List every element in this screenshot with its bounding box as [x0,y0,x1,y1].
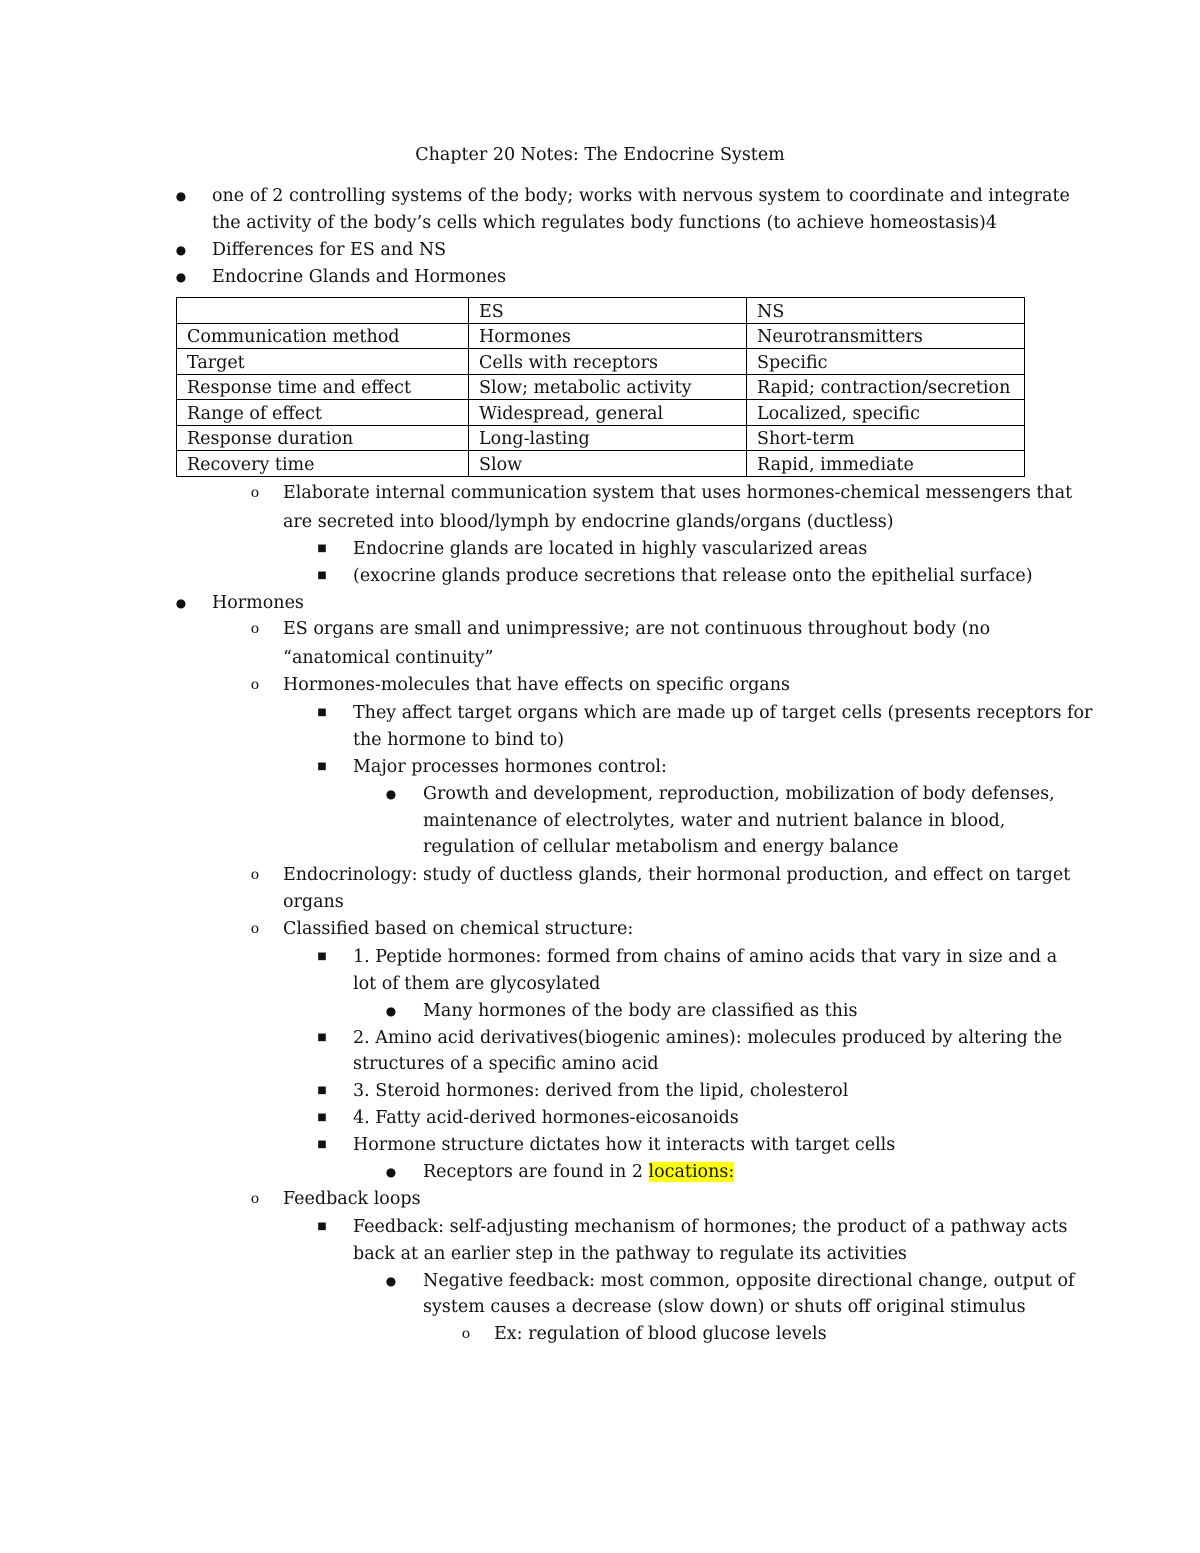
highlighted-text: locations: [648,1162,735,1182]
table-cell: Long-lasting [469,425,747,451]
square-bullet-marker: ■ [317,1112,327,1123]
intro-item-3: Endocrine Glands and Hormones [212,267,507,287]
table-header-cell: NS [747,298,1025,324]
class-1-line-2: lot of them are glycosylated [353,974,601,994]
hormones-o1-line-2: “anatomical continuity” [283,648,494,668]
class-1-line-1: 1. Peptide hormones: formed from chains of amino acids that vary in size and a [353,947,1058,967]
receptors-line [423,1160,734,1184]
square-bullet-marker: ■ [317,761,327,772]
bullet-marker: ● [175,596,187,610]
es-ns-comparison-table [176,297,1025,477]
bullet-marker: ● [385,1165,397,1179]
class-2-line-1: 2. Amino acid derivatives(biogenic amines): molecules produced by altering the [353,1028,1063,1048]
table-row [177,349,1025,375]
hormones-o2: Hormones-molecules that have effects on specific organs [283,675,790,695]
hormones-o3-line-2: organs [283,892,344,912]
table-cell: Slow [469,451,747,477]
feedback-loops-heading: Feedback loops [283,1189,421,1209]
receptors-text: Receptors are found in 2 [423,1162,649,1182]
table-cell: Localized, specific [747,400,1025,426]
class-4: 4. Fatty acid-derived hormones-eicosanoids [353,1108,739,1128]
table-row [177,451,1025,477]
bullet-marker: ● [385,1274,397,1288]
table-cell: Hormones [469,323,747,349]
table-cell: Neurotransmitters [747,323,1025,349]
glands-o1-line-1: Elaborate internal communication system that uses hormones-chemical messengers that [283,483,1073,503]
table-cell: Range of effect [177,400,469,426]
hormones-o2-b1-line-3: regulation of cellular metabolism and energy balance [423,837,899,857]
table-cell: Target [177,349,469,375]
feedback-line-2: back at an earlier step in the pathway to regulate its activities [353,1244,907,1264]
sub-bullet-marker: o [250,485,260,501]
square-bullet-marker: ■ [317,707,327,718]
hormones-o3-line-1: Endocrinology: study of ductless glands, their hormonal production, and effect on target [283,865,1071,885]
table-cell: Recovery time [177,451,469,477]
table-cell: Widespread, general [469,400,747,426]
sub-bullet-marker: o [461,1326,471,1342]
bullet-marker: ● [175,189,187,203]
bullet-marker: ● [175,243,187,257]
hormones-o2-b1-line-2: maintenance of electrolytes, water and nutrient balance in blood, [423,811,1006,831]
table-row [177,425,1025,451]
table-cell: Rapid; contraction/secretion [747,374,1025,400]
square-bullet-marker: ■ [317,951,327,962]
sub-bullet-marker: o [250,921,260,937]
square-bullet-marker: ■ [317,1221,327,1232]
table-cell: Specific [747,349,1025,375]
hormones-o2-b1-line-1: Growth and development, reproduction, mobilization of body defenses, [423,784,1055,804]
table-cell: Cells with receptors [469,349,747,375]
table-cell: Rapid, immediate [747,451,1025,477]
hormones-o2-sq2: Major processes hormones control: [353,757,667,777]
square-bullet-marker: ■ [317,1139,327,1150]
table-header-row [177,298,1025,324]
table-cell: Short-term [747,425,1025,451]
negative-feedback-line-2: system causes a decrease (slow down) or shuts off original stimulus [423,1297,1026,1317]
table-cell: Response duration [177,425,469,451]
bullet-marker: ● [385,1004,397,1018]
table-row [177,400,1025,426]
table-header-cell [177,298,469,324]
page-title: Chapter 20 Notes: The Endocrine System [415,145,785,165]
sub-bullet-marker: o [250,677,260,693]
table-cell: Response time and effect [177,374,469,400]
intro-item-1-line-1: one of 2 controlling systems of the body; works with nervous system to coordinate and integrate [212,186,1070,206]
sub-bullet-marker: o [250,621,260,637]
hormones-o2-sq1-line-2: the hormone to bind to) [353,730,565,750]
square-bullet-marker: ■ [317,543,327,554]
intro-item-1-line-2: the activity of the body’s cells which regulates body functions (to achieve homeostasis)4 [212,213,997,233]
table-cell: Slow; metabolic activity [469,374,747,400]
hormones-o4: Classified based on chemical structure: [283,919,634,939]
intro-item-2: Differences for ES and NS [212,240,447,260]
class-1-bullet: Many hormones of the body are classified as this [423,1001,858,1021]
table-cell: Communication method [177,323,469,349]
square-bullet-marker: ■ [317,570,327,581]
hormones-heading: Hormones [212,593,304,613]
table-header-cell: ES [469,298,747,324]
example-line: Ex: regulation of blood glucose levels [494,1324,827,1344]
negative-feedback-line-1: Negative feedback: most common, opposite directional change, output of [423,1271,1075,1291]
bullet-marker: ● [175,270,187,284]
square-bullet-marker: ■ [317,1085,327,1096]
feedback-line-1: Feedback: self-adjusting mechanism of hormones; the product of a pathway acts [353,1217,1068,1237]
glands-o1-line-2: are secreted into blood/lymph by endocrine glands/organs (ductless) [283,512,894,532]
sub-bullet-marker: o [250,867,260,883]
square-bullet-marker: ■ [317,1032,327,1043]
table-row [177,374,1025,400]
class-5: Hormone structure dictates how it interacts with target cells [353,1135,896,1155]
glands-sq2: (exocrine glands produce secretions that release onto the epithelial surface) [353,566,1033,586]
hormones-o2-sq1-line-1: They affect target organs which are made up of target cells (presents receptors for [353,703,1093,723]
sub-bullet-marker: o [250,1191,260,1207]
hormones-o1-line-1: ES organs are small and unimpressive; are not continuous throughout body (no [283,619,991,639]
class-2-line-2: structures of a specific amino acid [353,1054,659,1074]
glands-sq1: Endocrine glands are located in highly vascularized areas [353,539,868,559]
bullet-marker: ● [385,787,397,801]
class-3: 3. Steroid hormones: derived from the lipid, cholesterol [353,1081,849,1101]
table-row [177,323,1025,349]
